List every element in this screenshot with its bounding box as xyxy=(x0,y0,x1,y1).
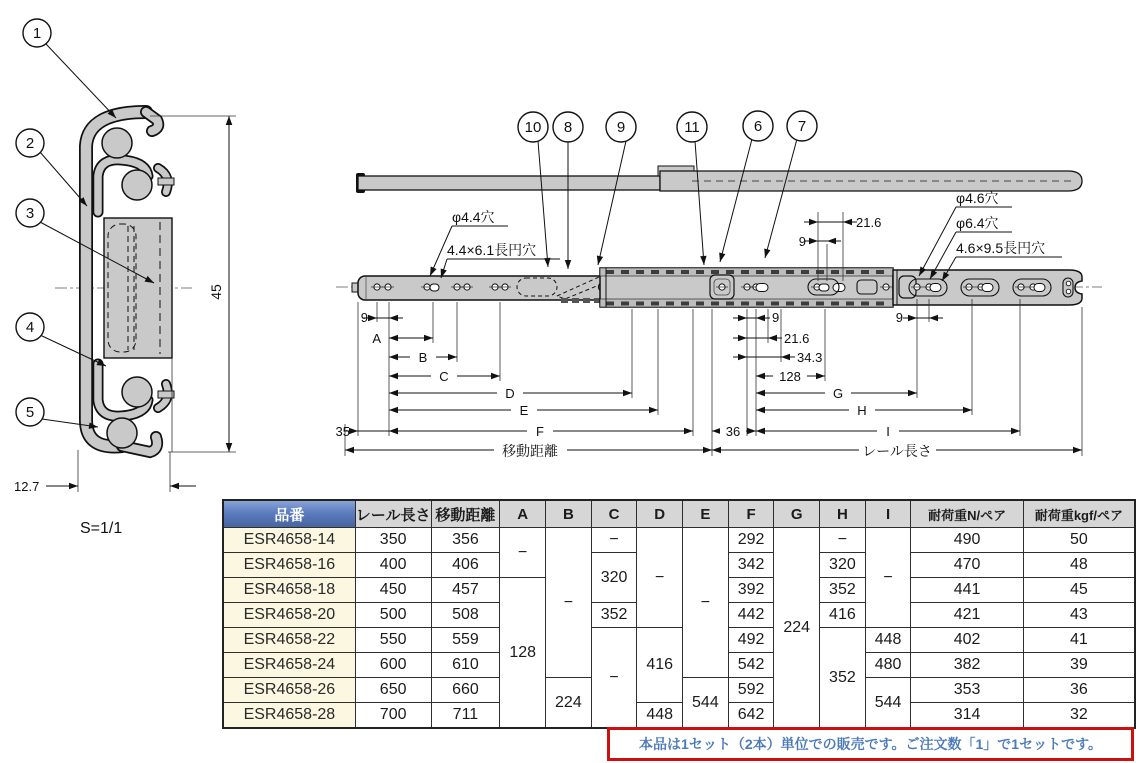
table-cell: 470 xyxy=(911,553,1023,578)
dim-label-c: C xyxy=(439,369,449,384)
table-cell: 41 xyxy=(1023,628,1135,653)
column-header: 移動距離 xyxy=(431,500,500,528)
table-cell: 320 xyxy=(820,553,866,578)
table-cell: 441 xyxy=(911,578,1023,603)
svg-text:3: 3 xyxy=(25,205,35,222)
table-cell: 406 xyxy=(431,553,500,578)
balloon-2 xyxy=(16,129,44,157)
balloon-4 xyxy=(16,313,44,341)
table-cell: 700 xyxy=(355,703,431,729)
table-cell: 224 xyxy=(546,678,592,729)
table-cell: − xyxy=(591,628,637,729)
table-cell: 314 xyxy=(911,703,1023,729)
table-cell: 550 xyxy=(355,628,431,653)
table-cell: 416 xyxy=(637,628,683,703)
spec-table xyxy=(222,499,1136,729)
svg-text:4: 4 xyxy=(25,319,35,336)
column-header: 品番 xyxy=(223,500,355,528)
table-cell: 500 xyxy=(355,603,431,628)
dim-label-h: H xyxy=(857,403,867,418)
table-cell: 508 xyxy=(431,603,500,628)
scale-label: S=1/1 xyxy=(80,520,123,537)
table-row xyxy=(223,528,1135,553)
svg-text:9: 9 xyxy=(616,119,626,136)
table-cell: 224 xyxy=(774,528,820,729)
part-number-cell: ESR4658-16 xyxy=(223,553,355,578)
dim-label-a: A xyxy=(372,331,381,346)
column-header: I xyxy=(865,500,911,528)
table-cell: 559 xyxy=(431,628,500,653)
svg-text:11: 11 xyxy=(684,119,700,136)
sales-unit-notice xyxy=(607,727,1134,761)
svg-text:6: 6 xyxy=(753,118,763,135)
cross-section-view xyxy=(55,112,192,452)
column-header: B xyxy=(546,500,592,528)
svg-text:2: 2 xyxy=(25,135,35,152)
dimension-layer xyxy=(40,44,1082,492)
table-cell: − xyxy=(500,528,546,578)
callout-oblong-4-6x9-5: 4.6×9.5長円穴 xyxy=(956,240,1046,256)
column-header: 耐荷重N/ペア xyxy=(911,500,1023,528)
table-cell: 43 xyxy=(1023,603,1135,628)
table-cell: 660 xyxy=(431,678,500,703)
table-cell: 402 xyxy=(911,628,1023,653)
dim-label-128: 128 xyxy=(779,369,801,384)
part-number-cell: ESR4658-28 xyxy=(223,703,355,729)
table-cell: 490 xyxy=(911,528,1023,553)
dim-label-9-top: 9 xyxy=(798,234,806,249)
table-cell: 36 xyxy=(1023,678,1135,703)
dim-label-b: B xyxy=(418,350,428,365)
svg-text:5: 5 xyxy=(25,404,35,421)
dim-label-36: 36 xyxy=(725,424,741,439)
table-cell: 352 xyxy=(820,578,866,603)
balloon-9 xyxy=(606,112,636,142)
dim-label-d: D xyxy=(505,386,515,401)
part-number-cell: ESR4658-22 xyxy=(223,628,355,653)
ball-bearing xyxy=(122,170,152,200)
dim-label-g: G xyxy=(832,386,844,401)
table-cell: 356 xyxy=(431,528,500,553)
table-cell: 353 xyxy=(911,678,1023,703)
column-header: H xyxy=(820,500,866,528)
table-cell: − xyxy=(683,528,729,678)
ball-bearing xyxy=(122,377,152,407)
table-row xyxy=(223,703,1135,729)
dim-label-45: 45 xyxy=(208,284,224,300)
table-cell: 342 xyxy=(728,553,774,578)
balloon-5 xyxy=(16,398,44,426)
svg-text:10: 10 xyxy=(524,119,542,136)
closed-view xyxy=(356,166,1082,193)
closed-rail-front xyxy=(358,176,660,190)
table-cell: 544 xyxy=(865,678,911,729)
table-cell: 542 xyxy=(728,653,774,678)
travel-distance-label: 移動距離 xyxy=(502,443,558,459)
table-cell: 457 xyxy=(431,578,500,603)
sales-unit-notice-text: 本品は1セット（2本）単位での販売です。ご注文数「1」で1セットです。 xyxy=(639,736,1102,752)
table-cell: 382 xyxy=(911,653,1023,678)
table-cell: 39 xyxy=(1023,653,1135,678)
table-cell: 480 xyxy=(865,653,911,678)
dim-label-9-mid: 9 xyxy=(772,310,780,325)
drawer-member xyxy=(104,218,172,358)
callout-oblong-4-4x6-1: 4.4×6.1長円穴 xyxy=(447,242,537,258)
table-cell: 350 xyxy=(355,528,431,553)
column-header: F xyxy=(728,500,774,528)
dim-label-e: E xyxy=(519,403,529,418)
table-cell: 45 xyxy=(1023,578,1135,603)
table-cell: 48 xyxy=(1023,553,1135,578)
callout-hole-6-4: φ6.4穴 xyxy=(956,215,999,231)
table-cell: 392 xyxy=(728,578,774,603)
dim-label-34-3: 34.3 xyxy=(797,350,823,365)
column-header: 耐荷重kgf/ペア xyxy=(1023,500,1135,528)
dim-label-12-7: 12.7 xyxy=(14,479,40,494)
table-cell: − xyxy=(865,528,911,628)
callout-hole-4-4: φ4.4穴 xyxy=(452,209,495,225)
rail-length-label: レール長さ xyxy=(862,443,932,459)
table-cell: 450 xyxy=(355,578,431,603)
balloon-7 xyxy=(787,111,817,141)
table-cell: 416 xyxy=(820,603,866,628)
part-number-cell: ESR4658-20 xyxy=(223,603,355,628)
dim-label-35: 35 xyxy=(335,424,350,439)
dim-label-f: F xyxy=(536,424,544,439)
svg-text:1: 1 xyxy=(32,25,42,42)
spec-table-container xyxy=(222,499,1136,729)
table-cell: 421 xyxy=(911,603,1023,628)
callout-hole-4-6: φ4.6穴 xyxy=(956,190,999,206)
table-cell: 544 xyxy=(683,678,729,729)
table-row xyxy=(223,628,1135,653)
table-cell: 600 xyxy=(355,653,431,678)
table-cell: 711 xyxy=(431,703,500,729)
dim-label-9-left: 9 xyxy=(360,310,368,325)
inner-rail xyxy=(358,276,612,300)
extended-view xyxy=(336,268,1102,307)
table-cell: 442 xyxy=(728,603,774,628)
table-cell: − xyxy=(591,528,637,553)
table-cell: − xyxy=(820,528,866,553)
svg-text:8: 8 xyxy=(563,119,573,136)
table-cell: 320 xyxy=(591,553,637,603)
dim-label-21-6: 21.6 xyxy=(784,331,810,346)
column-header: D xyxy=(637,500,683,528)
column-header: A xyxy=(500,500,546,528)
table-cell: 400 xyxy=(355,553,431,578)
balloon-1 xyxy=(23,19,51,47)
table-cell: 352 xyxy=(820,628,866,729)
table-cell: 448 xyxy=(865,628,911,653)
table-cell: 492 xyxy=(728,628,774,653)
table-cell: 448 xyxy=(637,703,683,729)
table-cell: 128 xyxy=(500,578,546,729)
balloon-10 xyxy=(518,112,548,142)
dim-label-21-6-top: 21.6 xyxy=(856,215,882,230)
table-cell: 610 xyxy=(431,653,500,678)
table-cell: − xyxy=(637,528,683,628)
table-cell: 592 xyxy=(728,678,774,703)
balloon-6 xyxy=(743,111,773,141)
column-header: レール長さ xyxy=(355,500,431,528)
table-cell: 650 xyxy=(355,678,431,703)
column-header: C xyxy=(591,500,637,528)
balloon-11 xyxy=(677,112,707,142)
table-cell: 292 xyxy=(728,528,774,553)
svg-text:7: 7 xyxy=(797,118,807,135)
table-cell: 50 xyxy=(1023,528,1135,553)
table-cell: 642 xyxy=(728,703,774,729)
table-cell: − xyxy=(546,528,592,678)
dim-label-i: I xyxy=(886,424,890,439)
table-cell: 32 xyxy=(1023,703,1135,729)
dim-label-9-right: 9 xyxy=(895,310,903,325)
table-cell: 352 xyxy=(591,603,637,628)
balloon-3 xyxy=(16,199,44,227)
column-header: G xyxy=(774,500,820,528)
ball-bearing xyxy=(102,128,132,158)
part-number-cell: ESR4658-18 xyxy=(223,578,355,603)
balloon-8 xyxy=(553,112,583,142)
part-number-cell: ESR4658-14 xyxy=(223,528,355,553)
part-number-cell: ESR4658-26 xyxy=(223,678,355,703)
ball-bearing xyxy=(107,418,137,448)
part-number-cell: ESR4658-24 xyxy=(223,653,355,678)
column-header: E xyxy=(683,500,729,528)
